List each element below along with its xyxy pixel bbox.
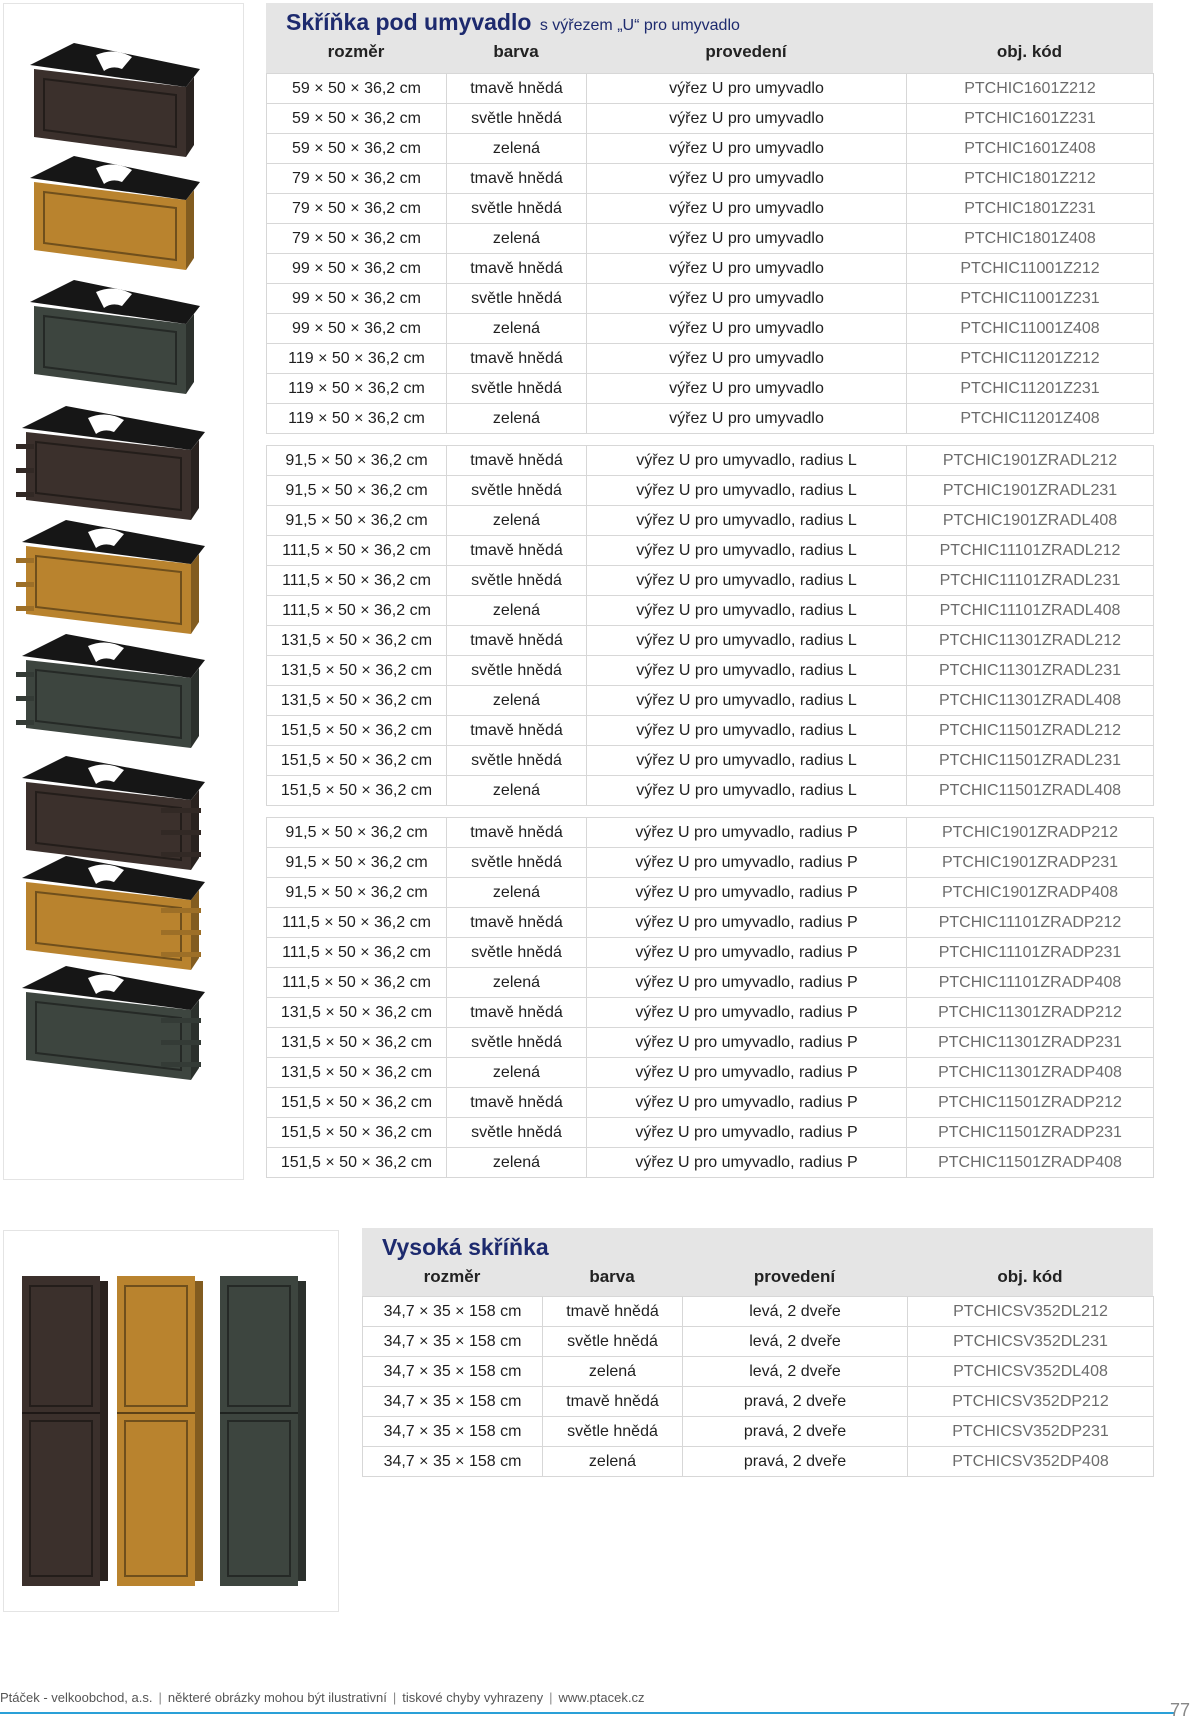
- vanity-light-brown-image-2: [16, 520, 205, 634]
- table-row: [267, 284, 1154, 314]
- table-row: [267, 1088, 1154, 1118]
- tall-cabinet-images: [4, 1231, 340, 1613]
- cell-variant: levá, 2 dveře: [683, 1297, 908, 1327]
- cell-color: tmavě hnědá: [447, 164, 587, 194]
- cell-code: PTCHIC11001Z408: [907, 314, 1154, 344]
- cell-variant: výřez U pro umyvadlo: [587, 374, 907, 404]
- column-header-code: obj. kód: [996, 42, 1063, 61]
- cell-code: PTCHIC11301ZRADP408: [907, 1058, 1154, 1088]
- cell-variant: levá, 2 dveře: [683, 1357, 908, 1387]
- cell-color: tmavě hnědá: [447, 626, 587, 656]
- vanity-section-subtitle: s výřezem „U“ pro umyvadlo: [539, 17, 740, 34]
- column-header-variant: provedení: [753, 1267, 836, 1286]
- column-header-color: barva: [589, 1267, 635, 1286]
- table-row: [363, 1357, 1154, 1387]
- cell-size: 111,5 × 50 × 36,2 cm: [267, 938, 447, 968]
- table-row: [267, 716, 1154, 746]
- vanity-dark-brown-image-3: [22, 756, 205, 870]
- table-row: [363, 1297, 1154, 1327]
- cell-size: 79 × 50 × 36,2 cm: [267, 164, 447, 194]
- cell-code: PTCHIC11301ZRADL231: [907, 656, 1154, 686]
- cell-code: PTCHIC11501ZRADL408: [907, 776, 1154, 806]
- cell-variant: výřez U pro umyvadlo, radius L: [587, 746, 907, 776]
- cell-code: PTCHICSV352DL212: [908, 1297, 1154, 1327]
- vanity-light-brown-image-1: [30, 156, 200, 270]
- vanity-images-panel: [3, 3, 244, 1180]
- table-row: [267, 566, 1154, 596]
- cell-color: zelená: [447, 404, 587, 434]
- cell-color: zelená: [543, 1447, 683, 1477]
- cell-size: 131,5 × 50 × 36,2 cm: [267, 998, 447, 1028]
- cell-color: světle hnědá: [447, 848, 587, 878]
- table-row: [267, 446, 1154, 476]
- cell-size: 119 × 50 × 36,2 cm: [267, 374, 447, 404]
- cell-size: 119 × 50 × 36,2 cm: [267, 404, 447, 434]
- cell-color: tmavě hnědá: [447, 254, 587, 284]
- tall-cabinet-column-headers: [362, 1267, 1153, 1287]
- footer: Ptáček - velkoobchod, a.s. | některé obrázky mohou být ilustrativní | tiskové chyby vyhrazeny | www.ptacek.cz: [0, 1690, 645, 1705]
- tall-cabinet-section-title: Vysoká skříňka: [382, 1234, 549, 1260]
- table-row: [267, 164, 1154, 194]
- page-number: 77: [1169, 1700, 1190, 1720]
- cell-size: 91,5 × 50 × 36,2 cm: [267, 878, 447, 908]
- table-row: [267, 1118, 1154, 1148]
- cell-variant: výřez U pro umyvadlo: [587, 74, 907, 104]
- cell-code: PTCHIC11201Z212: [907, 344, 1154, 374]
- tall-cabinet-section-header: [362, 1228, 1153, 1296]
- cell-code: PTCHIC11501ZRADP231: [907, 1118, 1154, 1148]
- cell-variant: výřez U pro umyvadlo, radius P: [587, 998, 907, 1028]
- cell-variant: výřez U pro umyvadlo, radius P: [587, 938, 907, 968]
- cell-color: tmavě hnědá: [447, 536, 587, 566]
- cell-code: PTCHICSV352DL408: [908, 1357, 1154, 1387]
- cell-variant: levá, 2 dveře: [683, 1327, 908, 1357]
- cell-variant: výřez U pro umyvadlo, radius L: [587, 686, 907, 716]
- cell-size: 79 × 50 × 36,2 cm: [267, 194, 447, 224]
- cell-variant: výřez U pro umyvadlo, radius P: [587, 908, 907, 938]
- cell-size: 91,5 × 50 × 36,2 cm: [267, 476, 447, 506]
- cell-variant: výřez U pro umyvadlo, radius P: [587, 1148, 907, 1178]
- cell-code: PTCHIC1601Z231: [907, 104, 1154, 134]
- tall-cabinet-dark-brown-image: [22, 1276, 108, 1586]
- cell-code: PTCHIC1901ZRADL212: [907, 446, 1154, 476]
- vanity-column-headers: [266, 42, 1153, 62]
- cell-code: PTCHIC11301ZRADP212: [907, 998, 1154, 1028]
- cell-color: zelená: [447, 1058, 587, 1088]
- cell-size: 151,5 × 50 × 36,2 cm: [267, 746, 447, 776]
- column-header-size: rozměr: [423, 1267, 481, 1286]
- cell-variant: pravá, 2 dveře: [683, 1387, 908, 1417]
- cell-color: tmavě hnědá: [447, 74, 587, 104]
- vanity-green-image-1: [30, 280, 200, 394]
- cell-code: PTCHIC1901ZRADP408: [907, 878, 1154, 908]
- group-spacer: [267, 806, 1154, 818]
- cell-code: PTCHIC1901ZRADL408: [907, 506, 1154, 536]
- table-row: [267, 1028, 1154, 1058]
- table-row: [267, 74, 1154, 104]
- cell-size: 59 × 50 × 36,2 cm: [267, 104, 447, 134]
- cell-code: PTCHIC1901ZRADL231: [907, 476, 1154, 506]
- cell-size: 99 × 50 × 36,2 cm: [267, 314, 447, 344]
- cell-variant: výřez U pro umyvadlo, radius P: [587, 818, 907, 848]
- cell-color: světle hnědá: [447, 476, 587, 506]
- footer-note-errors: tiskové chyby vyhrazeny: [402, 1690, 544, 1705]
- table-row: [363, 1447, 1154, 1477]
- cell-size: 34,7 × 35 × 158 cm: [363, 1297, 543, 1327]
- column-header-color: barva: [493, 42, 539, 61]
- cell-size: 151,5 × 50 × 36,2 cm: [267, 1118, 447, 1148]
- cell-code: PTCHIC11501ZRADL231: [907, 746, 1154, 776]
- cell-color: zelená: [447, 968, 587, 998]
- cell-code: PTCHIC1801Z212: [907, 164, 1154, 194]
- cell-size: 151,5 × 50 × 36,2 cm: [267, 716, 447, 746]
- cell-color: tmavě hnědá: [447, 344, 587, 374]
- cell-code: PTCHIC1801Z231: [907, 194, 1154, 224]
- table-row: [267, 344, 1154, 374]
- cell-variant: výřez U pro umyvadlo: [587, 314, 907, 344]
- table-row: [363, 1417, 1154, 1447]
- table-row: [267, 104, 1154, 134]
- cell-code: PTCHIC11501ZRADL212: [907, 716, 1154, 746]
- cell-size: 34,7 × 35 × 158 cm: [363, 1357, 543, 1387]
- cell-size: 99 × 50 × 36,2 cm: [267, 284, 447, 314]
- cell-code: PTCHIC11101ZRADP231: [907, 938, 1154, 968]
- table-row: [267, 686, 1154, 716]
- cell-size: 34,7 × 35 × 158 cm: [363, 1417, 543, 1447]
- cell-variant: výřez U pro umyvadlo, radius L: [587, 536, 907, 566]
- cell-size: 79 × 50 × 36,2 cm: [267, 224, 447, 254]
- vanity-dark-brown-image-2: [16, 406, 205, 520]
- table-row: [267, 776, 1154, 806]
- cell-code: PTCHIC1601Z212: [907, 74, 1154, 104]
- tall-cabinet-light-brown-image: [117, 1276, 203, 1586]
- cell-variant: výřez U pro umyvadlo, radius P: [587, 1118, 907, 1148]
- cell-color: světle hnědá: [543, 1327, 683, 1357]
- table-row: [267, 596, 1154, 626]
- cell-variant: výřez U pro umyvadlo, radius L: [587, 776, 907, 806]
- cell-variant: výřez U pro umyvadlo: [587, 344, 907, 374]
- cell-color: tmavě hnědá: [447, 998, 587, 1028]
- cell-color: zelená: [447, 506, 587, 536]
- table-row: [267, 314, 1154, 344]
- cell-color: světle hnědá: [447, 656, 587, 686]
- cell-color: světle hnědá: [447, 374, 587, 404]
- vanity-dark-brown-image-1: [30, 43, 200, 157]
- cell-color: zelená: [447, 134, 587, 164]
- cell-variant: pravá, 2 dveře: [683, 1447, 908, 1477]
- cell-color: světle hnědá: [447, 194, 587, 224]
- cell-size: 91,5 × 50 × 36,2 cm: [267, 848, 447, 878]
- table-row: [363, 1327, 1154, 1357]
- cell-color: zelená: [447, 878, 587, 908]
- cell-code: PTCHIC11101ZRADL212: [907, 536, 1154, 566]
- cell-size: 34,7 × 35 × 158 cm: [363, 1447, 543, 1477]
- cell-size: 151,5 × 50 × 36,2 cm: [267, 776, 447, 806]
- cell-variant: výřez U pro umyvadlo, radius L: [587, 626, 907, 656]
- cell-color: zelená: [447, 314, 587, 344]
- table-row: [363, 1387, 1154, 1417]
- cell-color: světle hnědá: [447, 284, 587, 314]
- table-row: [267, 254, 1154, 284]
- cell-code: PTCHIC11101ZRADL408: [907, 596, 1154, 626]
- vanity-green-image-2: [16, 634, 205, 748]
- cell-variant: výřez U pro umyvadlo: [587, 404, 907, 434]
- table-row: [267, 404, 1154, 434]
- cell-code: PTCHIC11201Z231: [907, 374, 1154, 404]
- cell-color: světle hnědá: [447, 104, 587, 134]
- cell-variant: výřez U pro umyvadlo, radius L: [587, 476, 907, 506]
- vanity-section: [266, 3, 1153, 1178]
- cell-color: zelená: [447, 224, 587, 254]
- table-row: [267, 626, 1154, 656]
- cell-size: 111,5 × 50 × 36,2 cm: [267, 908, 447, 938]
- table-row: [267, 656, 1154, 686]
- footer-divider: [0, 1712, 1175, 1714]
- cell-size: 91,5 × 50 × 36,2 cm: [267, 818, 447, 848]
- cell-variant: výřez U pro umyvadlo, radius P: [587, 878, 907, 908]
- cell-size: 151,5 × 50 × 36,2 cm: [267, 1148, 447, 1178]
- cell-size: 131,5 × 50 × 36,2 cm: [267, 1058, 447, 1088]
- vanity-green-image-3: [22, 966, 205, 1080]
- column-header-variant: provedení: [705, 42, 787, 61]
- cell-size: 131,5 × 50 × 36,2 cm: [267, 1028, 447, 1058]
- table-row: [267, 224, 1154, 254]
- cell-size: 91,5 × 50 × 36,2 cm: [267, 506, 447, 536]
- cell-variant: výřez U pro umyvadlo, radius L: [587, 656, 907, 686]
- group-spacer: [267, 434, 1154, 446]
- cell-size: 111,5 × 50 × 36,2 cm: [267, 536, 447, 566]
- cell-size: 34,7 × 35 × 158 cm: [363, 1327, 543, 1357]
- cell-code: PTCHIC11201Z408: [907, 404, 1154, 434]
- cell-variant: výřez U pro umyvadlo, radius L: [587, 446, 907, 476]
- cell-color: světle hnědá: [447, 746, 587, 776]
- cell-variant: výřez U pro umyvadlo, radius L: [587, 596, 907, 626]
- cell-code: PTCHIC11101ZRADL231: [907, 566, 1154, 596]
- cell-color: světle hnědá: [447, 1028, 587, 1058]
- cell-size: 119 × 50 × 36,2 cm: [267, 344, 447, 374]
- cell-variant: výřez U pro umyvadlo: [587, 254, 907, 284]
- cell-variant: výřez U pro umyvadlo: [587, 134, 907, 164]
- table-row: [267, 848, 1154, 878]
- cell-variant: výřez U pro umyvadlo: [587, 284, 907, 314]
- vanity-table: [266, 73, 1154, 1178]
- cell-code: PTCHIC11301ZRADL212: [907, 626, 1154, 656]
- cell-color: světle hnědá: [447, 566, 587, 596]
- cell-color: zelená: [447, 596, 587, 626]
- table-row: [267, 1058, 1154, 1088]
- cell-size: 99 × 50 × 36,2 cm: [267, 254, 447, 284]
- table-row: [267, 746, 1154, 776]
- cell-size: 151,5 × 50 × 36,2 cm: [267, 1088, 447, 1118]
- table-row: [267, 998, 1154, 1028]
- tall-cabinet-section: [362, 1228, 1153, 1477]
- cell-color: tmavě hnědá: [447, 818, 587, 848]
- tall-cabinet-table: [362, 1296, 1154, 1477]
- table-row: [267, 476, 1154, 506]
- cell-code: PTCHIC1801Z408: [907, 224, 1154, 254]
- cell-code: PTCHIC11501ZRADP408: [907, 1148, 1154, 1178]
- cell-color: zelená: [447, 776, 587, 806]
- cell-code: PTCHICSV352DP231: [908, 1417, 1154, 1447]
- cell-size: 59 × 50 × 36,2 cm: [267, 74, 447, 104]
- table-row: [267, 818, 1154, 848]
- footer-note-illustrative: některé obrázky mohou být ilustrativní: [167, 1690, 387, 1705]
- cell-code: PTCHICSV352DP408: [908, 1447, 1154, 1477]
- table-row: [267, 1148, 1154, 1178]
- cell-size: 59 × 50 × 36,2 cm: [267, 134, 447, 164]
- cell-size: 91,5 × 50 × 36,2 cm: [267, 446, 447, 476]
- table-row: [267, 908, 1154, 938]
- cell-variant: výřez U pro umyvadlo, radius P: [587, 968, 907, 998]
- cell-code: PTCHIC11501ZRADP212: [907, 1088, 1154, 1118]
- table-row: [267, 134, 1154, 164]
- vanity-light-brown-image-3: [22, 856, 205, 970]
- cell-variant: výřez U pro umyvadlo: [587, 194, 907, 224]
- footer-company: Ptáček - velkoobchod, a.s.: [0, 1690, 153, 1705]
- cell-color: tmavě hnědá: [447, 1088, 587, 1118]
- cell-color: tmavě hnědá: [447, 716, 587, 746]
- cell-code: PTCHIC11301ZRADL408: [907, 686, 1154, 716]
- cell-size: 111,5 × 50 × 36,2 cm: [267, 968, 447, 998]
- column-header-size: rozměr: [327, 42, 385, 61]
- table-row: [267, 938, 1154, 968]
- cell-color: zelená: [447, 686, 587, 716]
- cell-code: PTCHICSV352DL231: [908, 1327, 1154, 1357]
- cell-size: 131,5 × 50 × 36,2 cm: [267, 626, 447, 656]
- cell-color: zelená: [543, 1357, 683, 1387]
- cell-color: zelená: [447, 1148, 587, 1178]
- table-row: [267, 878, 1154, 908]
- cell-size: 131,5 × 50 × 36,2 cm: [267, 686, 447, 716]
- tall-cabinet-images-panel: [3, 1230, 339, 1612]
- table-row: [267, 374, 1154, 404]
- cell-color: světle hnědá: [543, 1417, 683, 1447]
- table-row: [267, 968, 1154, 998]
- vanity-images: [4, 4, 245, 1181]
- cell-code: PTCHIC11301ZRADP231: [907, 1028, 1154, 1058]
- cell-variant: výřez U pro umyvadlo, radius P: [587, 1058, 907, 1088]
- cell-color: světle hnědá: [447, 938, 587, 968]
- cell-code: PTCHIC11101ZRADP408: [907, 968, 1154, 998]
- footer-website-link[interactable]: www.ptacek.cz: [558, 1690, 645, 1705]
- table-row: [267, 536, 1154, 566]
- cell-variant: pravá, 2 dveře: [683, 1417, 908, 1447]
- cell-code: PTCHIC1901ZRADP231: [907, 848, 1154, 878]
- cell-size: 34,7 × 35 × 158 cm: [363, 1387, 543, 1417]
- cell-code: PTCHIC11101ZRADP212: [907, 908, 1154, 938]
- vanity-section-header: [266, 3, 1153, 73]
- cell-variant: výřez U pro umyvadlo, radius P: [587, 1088, 907, 1118]
- tall-cabinet-green-image: [220, 1276, 306, 1586]
- cell-code: PTCHIC1601Z408: [907, 134, 1154, 164]
- table-row: [267, 194, 1154, 224]
- cell-code: PTCHIC11001Z212: [907, 254, 1154, 284]
- cell-code: PTCHIC1901ZRADP212: [907, 818, 1154, 848]
- cell-variant: výřez U pro umyvadlo, radius L: [587, 566, 907, 596]
- table-row: [267, 506, 1154, 536]
- cell-variant: výřez U pro umyvadlo, radius L: [587, 506, 907, 536]
- cell-size: 111,5 × 50 × 36,2 cm: [267, 566, 447, 596]
- cell-variant: výřez U pro umyvadlo: [587, 104, 907, 134]
- cell-variant: výřez U pro umyvadlo: [587, 164, 907, 194]
- column-header-code: obj. kód: [997, 1267, 1063, 1286]
- cell-size: 111,5 × 50 × 36,2 cm: [267, 596, 447, 626]
- cell-code: PTCHIC11001Z231: [907, 284, 1154, 314]
- cell-code: PTCHICSV352DP212: [908, 1387, 1154, 1417]
- cell-variant: výřez U pro umyvadlo, radius L: [587, 716, 907, 746]
- cell-color: tmavě hnědá: [543, 1387, 683, 1417]
- cell-color: tmavě hnědá: [447, 908, 587, 938]
- cell-size: 131,5 × 50 × 36,2 cm: [267, 656, 447, 686]
- cell-color: světle hnědá: [447, 1118, 587, 1148]
- vanity-section-title: Skříňka pod umyvadlo: [286, 9, 532, 35]
- cell-variant: výřez U pro umyvadlo, radius P: [587, 1028, 907, 1058]
- cell-color: tmavě hnědá: [447, 446, 587, 476]
- cell-color: tmavě hnědá: [543, 1297, 683, 1327]
- cell-variant: výřez U pro umyvadlo, radius P: [587, 848, 907, 878]
- cell-variant: výřez U pro umyvadlo: [587, 224, 907, 254]
